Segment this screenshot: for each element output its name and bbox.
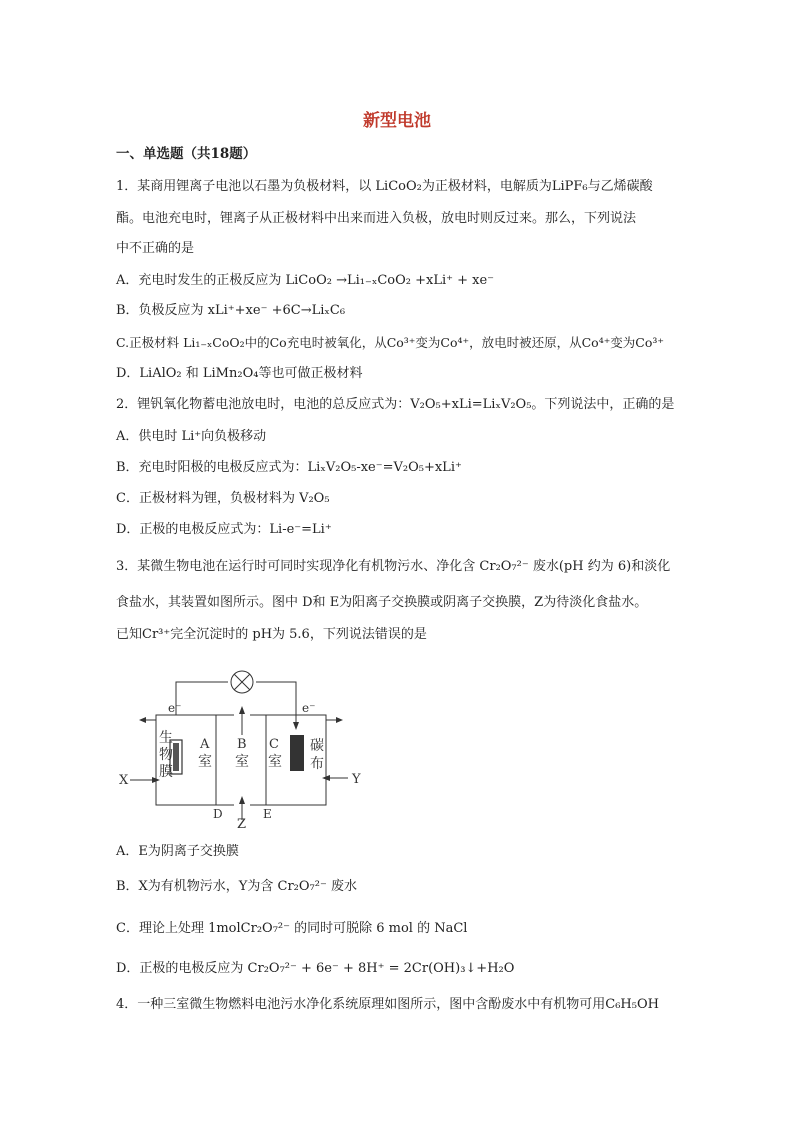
q2-stem: 2．锂钒氧化物蓄电池放电时，电池的总反应式为：V₂O₅+xLi=LiₓV₂O₅。下列说法中，正确的是 [116, 397, 675, 412]
membrane-e-label: E [263, 807, 272, 821]
carbon-cloth-label-2: 布 [310, 756, 324, 772]
carbon-electrode [290, 735, 304, 771]
electron-left-label: e⁻ [168, 701, 182, 715]
q1-option-b: B．负极反应为 xLi⁺+xe⁻ +6C→LiₓC₆ [116, 303, 346, 318]
q1-stem-line1: 1．某商用锂离子电池以石墨为负极材料，以 LiCoO₂为正极材料，电解质为LiPF₆与乙烯碳酸 [116, 179, 653, 194]
room-c-label-1: C [269, 737, 279, 752]
battery-cell-diagram [116, 660, 396, 830]
biofilm-label-2: 物 [159, 747, 173, 763]
q2-option-c: C．正极材料为锂，负极材料为 V₂O₅ [116, 491, 330, 506]
biofilm-label-3: 膜 [159, 764, 173, 780]
q1-stem-line2: 酯。电池充电时，锂离子从正极材料中出来而进入负极，放电时则反过来。那么，下列说法 [116, 211, 637, 226]
section-heading: 一、单选题（共18题） [116, 146, 257, 162]
q1-option-d: D．LiAlO₂ 和 LiMn₂O₄等也可做正极材料 [116, 366, 363, 381]
room-b-label-1: B [237, 737, 247, 752]
q1-stem-line3: 中不正确的是 [116, 241, 195, 256]
room-b-label-2: 室 [235, 754, 249, 770]
q4-stem: 4．一种三室微生物燃料电池污水净化系统原理如图所示，图中含酚废水中有机物可用C₆H₅OH [116, 997, 659, 1012]
q1-option-a: A．充电时发生的正极反应为 LiCoO₂ →Li₁₋ₓCoO₂ +xLi⁺ + xe⁻ [116, 273, 495, 288]
y-label: Y [352, 772, 361, 787]
biofilm-electrode-core [173, 743, 179, 771]
q3-stem-line1: 3．某微生物电池在运行时可同时实现净化有机物污水、净化含 Cr₂O₇²⁻ 废水(pH 约为 6)和淡化 [116, 559, 671, 574]
room-a-label-1: A [200, 737, 210, 752]
current-arrow-right [293, 722, 299, 730]
q3-option-d: D．正极的电极反应为 Cr₂O₇²⁻ + 6e⁻ + 8H⁺ = 2Cr(OH)₃↓+H₂O [116, 961, 515, 976]
lamp-icon [231, 671, 253, 693]
carbon-cloth-label-1: 碳 [310, 738, 324, 754]
q3-option-c: C．理论上处理 1molCr₂O₇²⁻ 的同时可脱除 6 mol 的 NaCl [116, 921, 468, 936]
q3-option-a: A．E为阴离子交换膜 [116, 844, 239, 859]
x-label: X [119, 773, 129, 788]
wire-right [256, 682, 296, 728]
z-label: Z [237, 817, 247, 830]
page-title: 新型电池 [363, 111, 431, 131]
q3-option-b: B．X为有机物污水，Y为含 Cr₂O₇²⁻ 废水 [116, 879, 357, 894]
q3-stem-line2: 食盐水，其装置如图所示。图中 D和 E为阳离子交换膜或阴离子交换膜，Z为待淡化食盐水。 [116, 595, 648, 610]
wire-left [176, 682, 228, 715]
room-a-label-2: 室 [198, 754, 212, 770]
room-c-label-2: 室 [268, 754, 282, 770]
electron-right-label: e⁻ [302, 701, 316, 715]
q3-stem-line3: 已知Cr³⁺完全沉淀时的 pH为 5.6，下列说法错误的是 [116, 627, 427, 642]
membrane-d-label: D [213, 807, 223, 821]
q2-option-a: A．供电时 Li⁺向负极移动 [116, 429, 267, 444]
q1-option-c: C.正极材料 Li₁₋ₓCoO₂中的Co充电时被氧化，从Co³⁺变为Co⁴⁺，放电时被还原，从Co⁴⁺变为Co³⁺ [116, 335, 665, 350]
q2-option-b: B．充电时阳极的电极反应式为：LiₓV₂O₅-xe⁻=V₂O₅+xLi⁺ [116, 460, 462, 475]
biofilm-label-1: 生 [159, 730, 173, 746]
q2-option-d: D．正极的电极反应式为：Li-e⁻=Li⁺ [116, 522, 332, 537]
